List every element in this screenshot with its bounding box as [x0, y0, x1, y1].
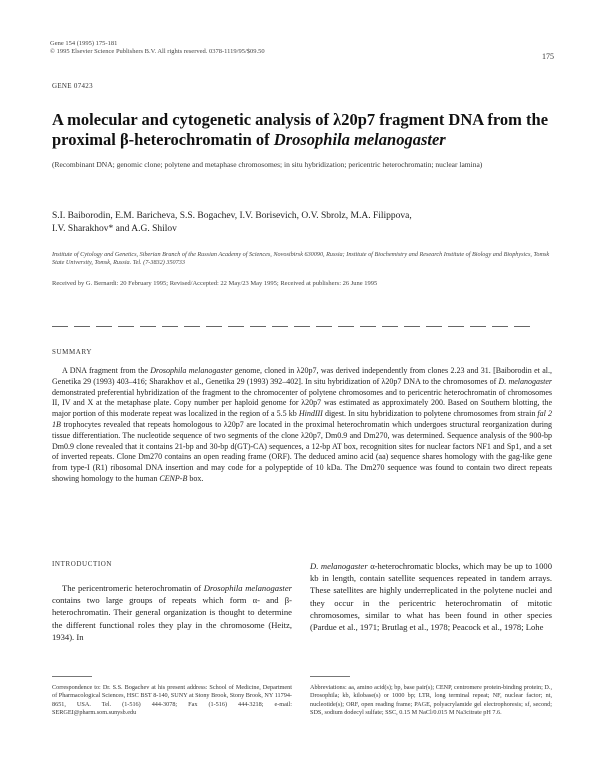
introduction-heading: INTRODUCTION [52, 560, 113, 568]
summary-text-a: A DNA fragment from the [62, 366, 151, 375]
journal-citation [50, 40, 265, 56]
intro-left-text-a: The pericentromeric heterochromatin of [62, 583, 204, 593]
summary-species-1: Drosophila melanogaster [150, 366, 233, 375]
intro-right-column [310, 560, 552, 633]
footnote-rule-right [310, 676, 350, 677]
summary-text-e: trophocytes revealed that repeats homologous to λ20p7 are located in the proximal heterochromatin which undergoes structural reorganization during tissue differentiation. The nucleotide sequence of two segments of the clone λ20p7, Dm0.9 and Dm270, was determined. Sequence analysis of the 900-bp Dm0.9 clone revealed that it contains 21-bp and 30-bp d(GT)-CA) sequences, a 12-bp AT box, recognition sites for nuclear factors NF1 and Sp1, and a set of inverted repeats. Clone Dm270 contains an open reading frame (ORF). The deduced amino acid (aa) sequence shares homology with the gag-like gene from type-I (R1) ribosomal DNA insertion and may code for a polypeptide of 10 kDa. The Dm270 sequence was found to contain two direct repeats showing homology to the human [52, 419, 552, 483]
summary-strain: fal 2 1B [52, 409, 552, 429]
summary-gene: CENP-B [159, 473, 188, 483]
intro-left-species: Drosophila melanogaster [203, 583, 292, 593]
authors-line-2: I.V. Sharakhov* and A.G. Shilov [52, 224, 177, 234]
summary-text-b: genome, cloned in λ20p7, was derived independently from clones 2.23 and 31. [Baiborodin et al., Genetika 29 (1993) 403–416; Sharakhov et al., Genetika 29 (1993) 392–402]. In situ hybridization of λ20p7 DNA to the chromosomes of [52, 366, 553, 386]
keywords: (Recombinant DNA; genomic clone; polytene and metaphase chromosomes; in situ hybridization; pericentric heterochromatin; nuclear lamina) [52, 160, 483, 169]
title-species: Drosophila melanogaster [273, 130, 446, 149]
summary-heading: SUMMARY [52, 348, 92, 356]
authors-line-1: S.I. Baiborodin, E.M. Baricheva, S.S. Bogachev, I.V. Borisevich, O.V. Sbrolz, M.A. Filippova, [52, 211, 412, 221]
intro-left-column [52, 582, 292, 643]
received-dates: Received by G. Bernardi: 20 February 1995; Revised/Accepted: 22 May/23 May 1995; Received at publishers: 26 June 1995 [52, 280, 378, 287]
paper-title [52, 110, 552, 150]
footnote-rule-left [52, 676, 92, 677]
summary-species-2: D. melanogaster [498, 376, 553, 386]
journal-line-1: Gene 154 (1995) 175-181 [50, 40, 118, 47]
intro-right-species: D. melanogaster [310, 561, 368, 571]
summary-body [52, 366, 552, 485]
summary-text-d: digest. In situ hybridization to polytene chromosomes from strain [322, 409, 538, 419]
journal-line-2: © 1995 Elsevier Science Publishers B.V. All rights reserved. 0378-1119/95/$09.50 [50, 48, 265, 55]
page-number: 175 [542, 52, 554, 61]
summary-text-f: box. [187, 473, 204, 483]
intro-right-text: α-heterochromatic blocks, which may be up to 1000 kb in length, contain satellite sequences repeated in tandem arrays. These satellites are highly underreplicated in the polytene nuclei and they occur in the pericentric heterochromatin of mitotic chromosomes, similar to what has been found in other species (Pardue et al., 1971; Brutlag et al., 1978; Peacock et al., 1978; Lohe [310, 561, 552, 633]
abbreviations-footnote: Abbreviations: aa, amino acid(s); bp, base pair(s); CENP, centromere protein-binding protein; D., Drosophila; kb, kilobase(s) or 1000 bp; LTR, long terminal repeat; NF, nuclear factor; nt, nucleotide(s); ORF, open reading frame; PAGE, polyacrylamide gel electrophoresis; sf, second; SDS, sodium dodecyl sulfate; SSC, 0.15 M NaCl/0.015 M Na3citrate pH 7.6. [310, 684, 552, 717]
gene-id: GENE 07423 [52, 82, 93, 90]
affiliation: Institute of Cytology and Genetics, Siberian Branch of the Russian Academy of Sciences, Novosibirsk 630090, Russia; Institute of Biochemistry and Research Institute of Biology and Biophysics, Tomsk State University, Tomsk, Russia. Tel. (7-3832) 350733 [52, 251, 550, 266]
correspondence-footnote: Correspondence to: Dr. S.S. Bogachev at his present address: School of Medicine, Department of Pharmacological Sciences, HSC BST 8-140, SUNY at Stony Brook, Stony Brook, NY 11794-8651, USA. Tel. (1-516) 444-3078; Fax (1-516) 444-3218; e-mail: SERGEI@pharm.som.sunysb.edu [52, 684, 292, 717]
intro-left-text-b: contains two large groups of repeats which form α- and β-heterochromatin. Their general organization is thought to determine the different functional roles they play in the chromosome (Heitz, 1934). In [52, 595, 292, 642]
summary-text-c: demonstrated preferential hybridization of the fragment to the chromocenter of polytene chromosomes and to pericentric heterochromatin of chromosomes II, IV and X at the metaphase plate. Copy number per haploid genome for λ20p7 was estimated as approximately 200. Based on Southern blotting, the major portion of this moderate repeat was localized in the region of a 5.5 kb [52, 387, 552, 419]
author-list [52, 210, 552, 236]
summary-enzyme: HindIII [298, 409, 323, 419]
section-divider [52, 326, 552, 330]
title-text: A molecular and cytogenetic analysis of λ20p7 fragment DNA from the proximal β-heterochromatin of [52, 110, 549, 149]
